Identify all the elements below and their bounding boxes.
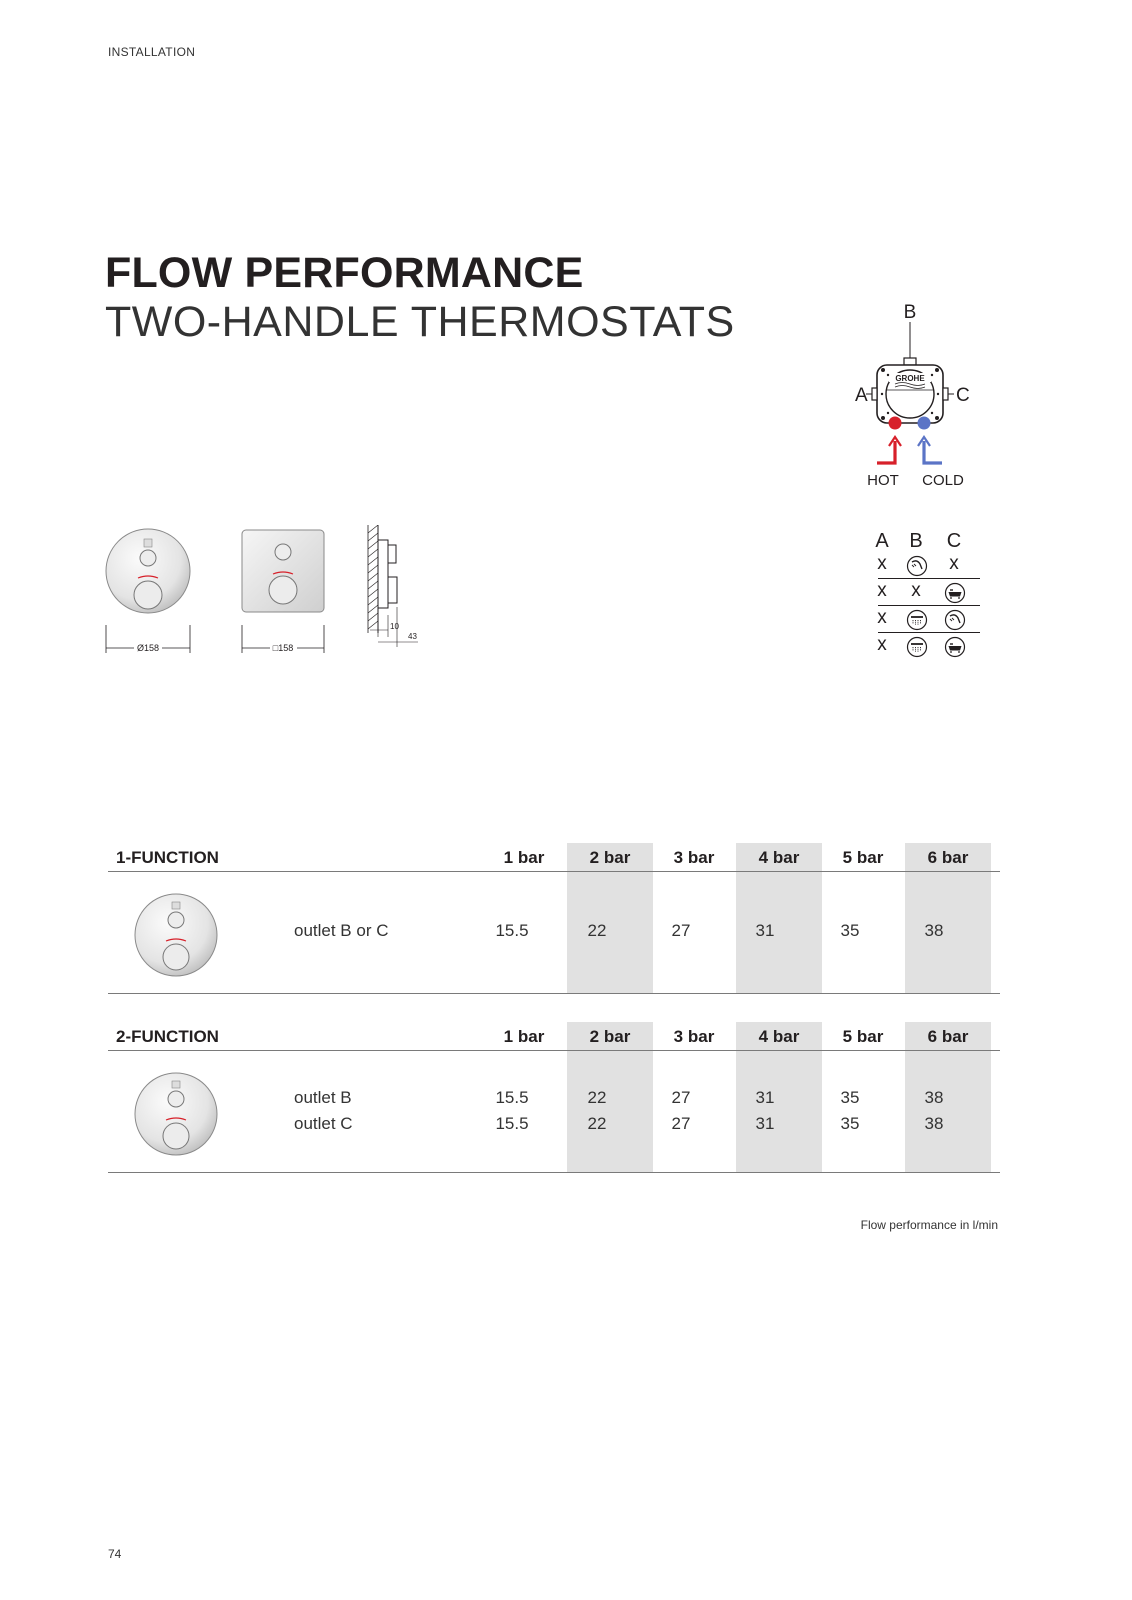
product-thumbnail — [132, 1070, 222, 1160]
legend-divider — [878, 632, 980, 633]
grohe-logo: GROHE — [895, 374, 925, 383]
legend-header-b: B — [909, 530, 923, 552]
column-header: 5 bar — [842, 1027, 884, 1046]
square-dimension: □158 — [272, 643, 294, 653]
legend-mark: x — [877, 580, 887, 601]
head-shower-icon — [906, 609, 928, 631]
hand-shower-icon — [906, 555, 928, 577]
outlet-c-label: C — [956, 385, 970, 406]
flow-value: 38 — [924, 1114, 944, 1133]
bath-spout-icon — [944, 636, 966, 658]
flow-value: 27 — [671, 1088, 691, 1107]
outlet-label: outlet B — [294, 1088, 352, 1107]
flow-value: 38 — [924, 921, 944, 940]
flow-value: 15.5 — [495, 921, 529, 940]
column-header: 3 bar — [673, 1027, 715, 1046]
flow-value: 35 — [840, 1114, 860, 1133]
function-name: 1-FUNCTION — [116, 848, 219, 867]
legend-mark: x — [949, 553, 959, 574]
product-thumbnail — [132, 891, 222, 981]
legend-header-a: A — [875, 530, 889, 552]
table-header — [108, 843, 1000, 871]
cold-label: COLD — [922, 472, 964, 489]
outlet-b-label: B — [903, 302, 917, 323]
flow-value: 22 — [587, 921, 607, 940]
bath-spout-icon — [944, 582, 966, 604]
table-header — [108, 1022, 1000, 1050]
legend-mark: x — [877, 607, 887, 628]
page-number: 74 — [108, 1547, 122, 1561]
legend-mark: x — [877, 553, 887, 574]
column-header: 6 bar — [927, 1027, 969, 1046]
section-label: INSTALLATION — [108, 45, 196, 59]
legend-divider — [878, 605, 980, 606]
hand-shower-icon — [944, 609, 966, 631]
function-name: 2-FUNCTION — [116, 1027, 219, 1046]
column-header: 4 bar — [758, 1027, 800, 1046]
flow-value: 31 — [755, 1114, 775, 1133]
column-header: 1 bar — [503, 848, 545, 867]
outlet-a-label: A — [855, 385, 868, 406]
round-thermostat-drawing — [106, 529, 190, 613]
cold-arrow — [924, 441, 942, 463]
technical-drawings — [100, 525, 440, 675]
column-header: 2 bar — [589, 1027, 631, 1046]
hot-label: HOT — [867, 472, 899, 489]
column-header: 1 bar — [503, 1027, 545, 1046]
column-header: 5 bar — [842, 848, 884, 867]
outlet-label: outlet C — [294, 1114, 353, 1133]
flow-value: 22 — [587, 1114, 607, 1133]
diameter-dimension: Ø158 — [136, 643, 160, 653]
page-subtitle: TWO-HANDLE THERMOSTATS — [105, 298, 735, 346]
square-thermostat-drawing — [242, 530, 324, 612]
column-header: 6 bar — [927, 848, 969, 867]
flow-value: 38 — [924, 1088, 944, 1107]
column-header: 3 bar — [673, 848, 715, 867]
hot-arrow — [877, 441, 895, 463]
legend-mark: x — [877, 634, 887, 655]
flow-value: 15.5 — [495, 1088, 529, 1107]
header-rule — [108, 1050, 1000, 1051]
column-header: 2 bar — [589, 848, 631, 867]
flow-table-1-function — [108, 843, 1000, 993]
bottom-rule — [108, 993, 1000, 994]
legend-mark: x — [911, 580, 921, 601]
head-shower-icon — [906, 636, 928, 658]
flow-value: 22 — [587, 1088, 607, 1107]
flow-value: 27 — [671, 921, 691, 940]
footnote: Flow performance in l/min — [860, 1218, 998, 1232]
dimension-43: 43 — [408, 632, 417, 641]
legend-header-c: C — [946, 530, 962, 552]
header-rule — [108, 871, 1000, 872]
flow-value: 15.5 — [495, 1114, 529, 1133]
flow-value: 35 — [840, 1088, 860, 1107]
dimension-10: 10 — [390, 622, 399, 631]
bottom-rule — [108, 1172, 1000, 1173]
flow-value: 31 — [755, 921, 775, 940]
cold-inlet — [918, 417, 931, 430]
flow-table-2-function — [108, 1022, 1000, 1172]
legend-divider — [878, 578, 980, 579]
flow-value: 27 — [671, 1114, 691, 1133]
flow-value: 35 — [840, 921, 860, 940]
page-title: FLOW PERFORMANCE — [105, 249, 584, 297]
outlet-label: outlet B or C — [294, 921, 389, 940]
flow-value: 31 — [755, 1088, 775, 1107]
column-header: 4 bar — [758, 848, 800, 867]
hot-inlet — [889, 417, 902, 430]
connection-diagram — [855, 300, 1005, 500]
